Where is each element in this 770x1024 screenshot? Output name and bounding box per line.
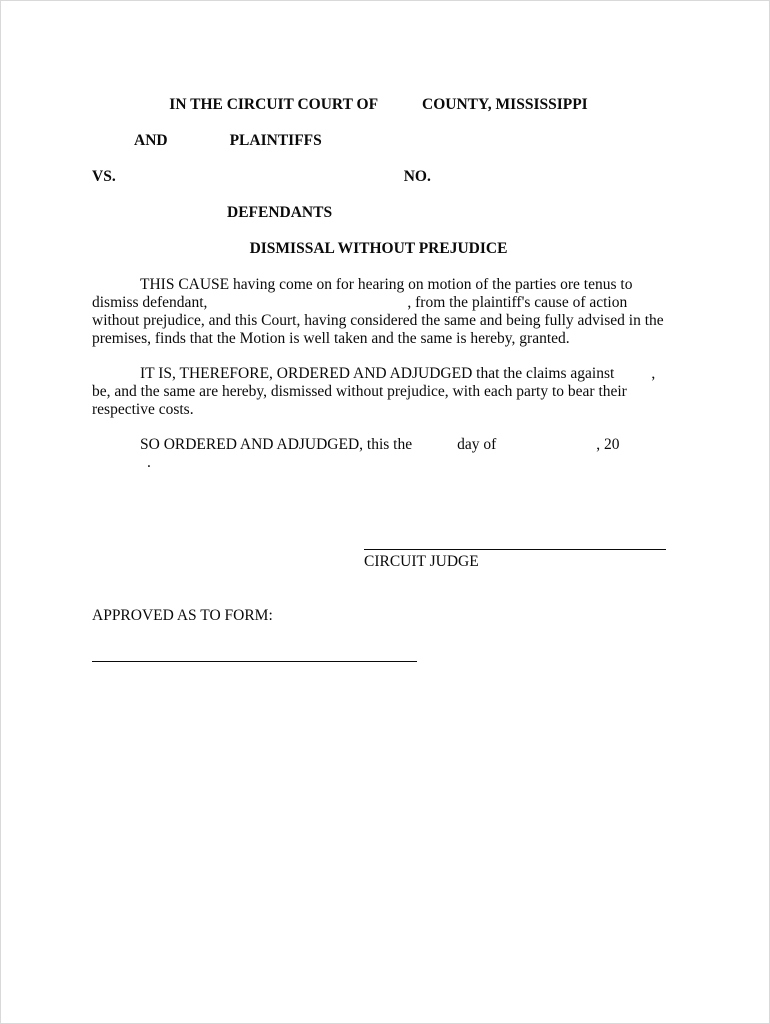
court-heading [92,96,665,114]
year-blank [92,466,147,467]
paragraph-dated-text-2: day of [457,435,497,453]
paragraph-cause-text-2: , from the plaintiff's cause of action without prejudice, and this Court, having considered the same and being fully advised in the premises, finds that the Motion is well taken and the same is hereby, granted. [92,293,664,347]
paragraph-cause [92,276,665,348]
judge-signature-block [364,534,665,571]
defendant-name-blank [207,306,407,307]
paragraph-cause-text-1: THIS CAUSE having come on for hearing on motion of the parties ore tenus to dismiss defendant, [92,275,633,311]
plaintiffs-line [92,132,665,150]
vs-line [92,168,665,186]
plaintiff-name-blank [168,144,230,145]
paragraph-order [92,365,665,419]
month-blank [496,448,596,449]
and-label: AND [134,131,168,149]
day-number-blank [412,448,457,449]
approval-signature-line [92,646,417,662]
county-name-blank [378,108,422,109]
defendants-label: DEFENDANTS [227,203,333,221]
approved-as-to-form-label: APPROVED AS TO FORM: [92,606,273,624]
document-content [1,1,769,662]
defendants-line [92,204,665,222]
paragraph-dated [92,436,665,472]
paragraph-dated-text-4: . [147,453,151,471]
court-heading-prefix: IN THE CIRCUIT COURT OF [169,96,379,113]
plaintiffs-label: PLAINTIFFS [229,131,322,149]
case-number-blank [116,180,404,181]
paragraph-order-text-1: IT IS, THEREFORE, ORDERED AND ADJUDGED that the claims against [140,364,615,382]
paragraph-dated-text-3: , 20 [596,435,620,453]
paragraph-order-text-2: , be, and the same are hereby, dismissed without prejudice, with each party to bear their respective costs. [92,364,656,418]
judge-signature-label: CIRCUIT JUDGE [364,552,479,570]
paragraph-dated-text-1: SO ORDERED AND ADJUDGED, this the [140,435,413,453]
court-heading-suffix: COUNTY, MISSISSIPPI [422,96,588,113]
claims-against-blank [614,377,651,378]
document-title-text: DISMISSAL WITHOUT PREJUDICE [249,239,508,257]
case-number-label: NO. [403,167,431,185]
vs-label: VS. [92,167,116,185]
document-title [92,240,665,258]
judge-signature-line [364,534,666,550]
